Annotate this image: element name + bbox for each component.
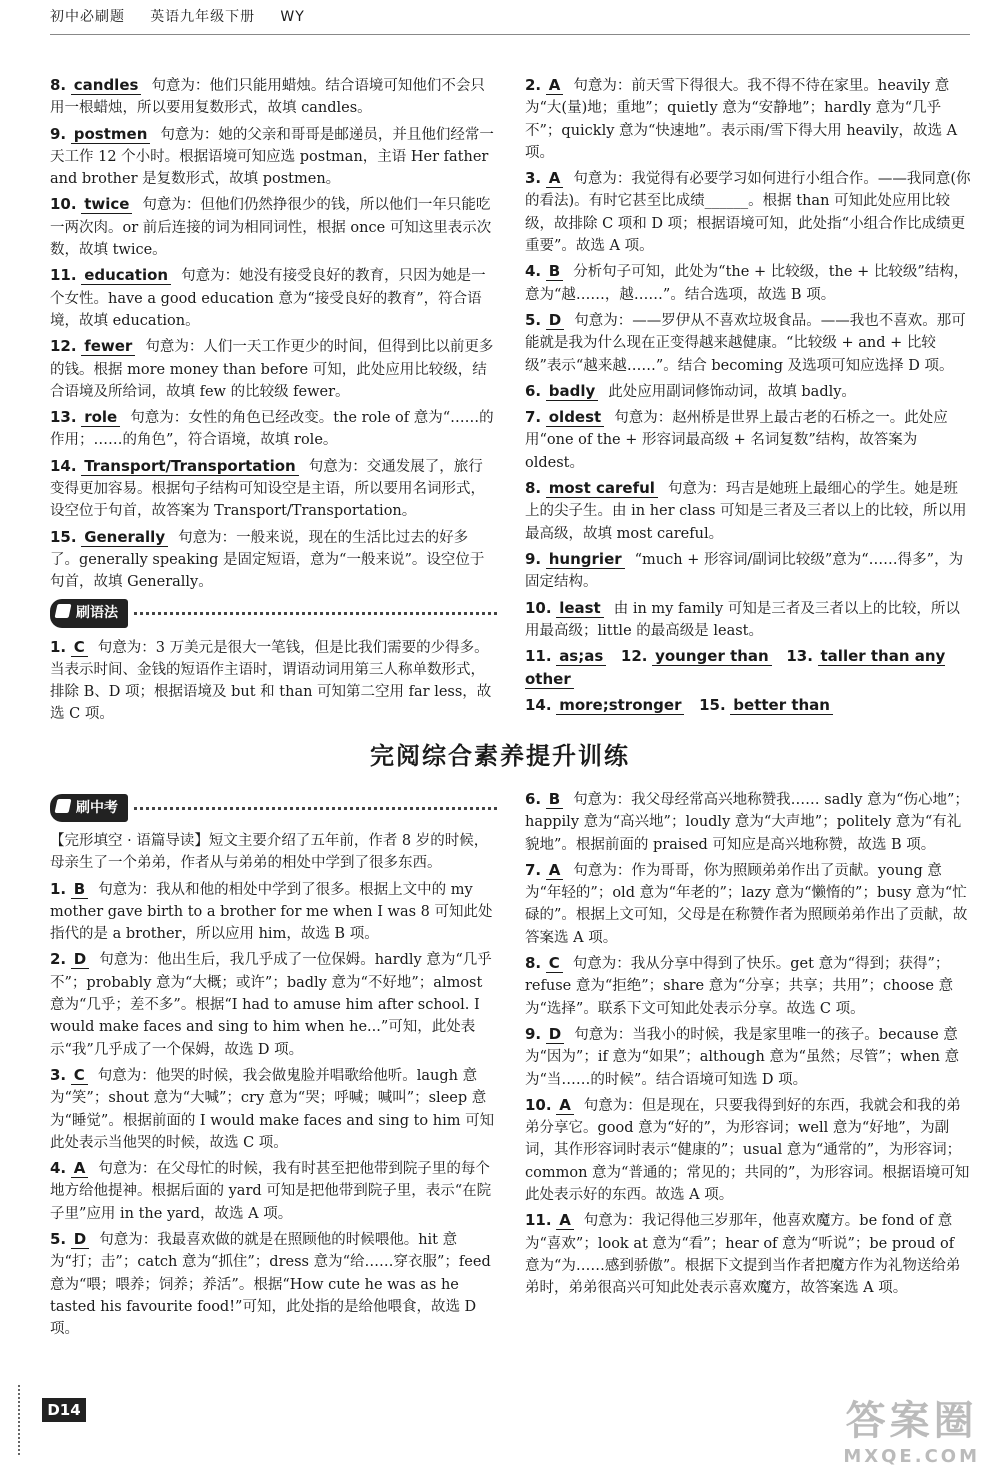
passage-intro: 【完形填空 · 语篇导读】短文主要介绍了五年前，作者 8 岁的时候，母亲生了一个弟弟，作者从与弟弟的相处中学到了很多东西。 xyxy=(50,833,489,872)
header-separator xyxy=(130,9,145,25)
answer-item xyxy=(50,335,497,403)
answer: B xyxy=(71,880,88,899)
item-number: 13. xyxy=(786,647,813,666)
answer: D xyxy=(546,1025,564,1044)
answer-item xyxy=(525,1023,972,1091)
answer-item xyxy=(50,193,497,261)
answer: A xyxy=(556,1096,574,1115)
explanation: 句意为：玛吉是她班上最细心的学生。她是班上的尖子生。由 in her class 可知是三者及三者以上的比较，所以用最高级，故填 most careful。 xyxy=(525,481,967,542)
item-number: 9. xyxy=(525,549,542,568)
item-number: 11. xyxy=(525,647,552,666)
answer-item xyxy=(525,1209,972,1299)
dotted-divider xyxy=(134,807,497,810)
explanation: 句意为：女性的角色已经改变。the role of 意为“……的作用；……的角色”，符合语境，故填 role。 xyxy=(50,410,494,449)
left-column-bottom xyxy=(50,788,497,1344)
section-header-exam xyxy=(50,794,497,822)
explanation: 句意为：但是现在，只要我得到好的东西，我就会和我的弟弟分享它。good 意为“好的”，为形容词；well 意为“好地”，为副词，其作形容词时表示“健康的”；usual 意为“通常的”，为形容词；common 意为“普通的；常见的；共同的”，为形容词。根据语境可知此处表示好的东西。故选 A 项。 xyxy=(525,1097,970,1204)
explanation: 句意为：他出生后，我几乎成了一位保姆。hardly 意为“几乎不”；probably 意为“大概；或许”；badly 意为“不好地”；almost 意为“几乎；差不多”。根据“I had to amuse him after school. I would make faces and sing to him when he...”可知，此处表示“我”几乎成了一个保姆，故选 D 项。 xyxy=(50,952,492,1058)
answer: B xyxy=(546,262,563,281)
answer: A xyxy=(546,169,564,188)
item-number: 14. xyxy=(525,695,552,714)
header-separator xyxy=(260,9,275,25)
answer-item xyxy=(525,260,972,306)
watermark-line-1: 答案圈 xyxy=(845,1398,978,1444)
item-number: 9. xyxy=(50,124,67,143)
explanation: 句意为：一般来说，现在的生活比过去的好多了。generally speaking 是固定短语，意为“一般来说”。设空位于句首，故填 Generally。 xyxy=(50,529,485,591)
explanation: 句意为：3 万美元是很大一笔钱，但是比我们需要的少得多。当表示时间、金钱的短语作主语时，谓语动词用第三人称单数形式，排除 B、D 项；根据语境及 but 和 than 可知第二空用 far less，故选 C 项。 xyxy=(50,639,492,723)
answer-item xyxy=(525,597,972,643)
short-answers xyxy=(525,645,972,717)
answer-item xyxy=(525,74,972,164)
answer-item xyxy=(50,123,497,191)
explanation: 句意为：当我小的时候，我是家里唯一的孩子。because 意为“因为”；if 意为“如果”；although 意为“虽然；尽管”；when 意为“当……的时候”。结合语境可知选 D 项。 xyxy=(525,1026,960,1088)
answer: C xyxy=(546,954,563,973)
item-number: 2. xyxy=(50,950,67,969)
book-title: 初中必刷题 xyxy=(50,9,125,25)
answer-list xyxy=(525,788,972,1300)
answer: A xyxy=(556,1211,574,1230)
answer: as;as xyxy=(556,647,606,666)
explanation: 句意为：我觉得有必要学习如何进行小组合作。——我同意(你的看法)。有时它甚至比成绩______。根据 than 可知此处应用比较级，故排除 C 项和 D 项；根据语境可知，此处指“小组合作比成绩更重要”。故选 A 项。 xyxy=(525,171,971,255)
short-answer-row xyxy=(525,694,972,717)
item-number: 15. xyxy=(699,695,726,714)
explanation: 句意为：但他们仍然挣很少的钱，所以他们一年只能吃一两次肉。or 前后连接的词为相同词性，根据 once 可知这里表示次数，故填 twice。 xyxy=(50,197,492,259)
exam-badge xyxy=(50,794,128,822)
answer: younger than xyxy=(652,647,772,666)
answer-item xyxy=(50,1157,497,1225)
item-number: 11. xyxy=(50,266,77,285)
book-icon xyxy=(55,604,72,618)
explanation: 句意为：她的父亲和哥哥是邮递员，并且他们经常一天工作 12 个小时。根据语境可知应选 postman，主语 Her father and brother 是复数形式，故填 postmen。 xyxy=(50,126,494,188)
section-title: 完阅综合素养提升训练 xyxy=(370,742,630,770)
answer-item xyxy=(50,636,497,726)
answer: education xyxy=(81,266,171,285)
watermark xyxy=(843,1389,980,1467)
item-number: 14. xyxy=(50,456,77,475)
answer: candles xyxy=(71,76,142,95)
item-number: 5. xyxy=(525,310,542,329)
item-number: 10. xyxy=(525,598,552,617)
explanation: 分析句子可知，此处为“the + 比较级，the + 比较级”结构，意为“越……，越……”。结合选项，故选 B 项。 xyxy=(525,264,969,303)
answer-list xyxy=(50,878,497,1341)
explanation: 句意为：我记得他三岁那年，他喜欢魔方。be fond of 意为“喜欢”；look at 意为“看”；hear of 意为“听说”；be proud of 意为“为……感到骄傲”。根据下文提到当作者把魔方作为礼物送给弟弟时，弟弟很高兴可知此处表示喜欢魔方，故答案选 A 项。 xyxy=(525,1213,961,1297)
item-number: 4. xyxy=(50,1159,67,1178)
item-number: 10. xyxy=(50,195,77,214)
item-number: 15. xyxy=(50,527,77,546)
explanation: 句意为：交通发展了，旅行变得更加容易。根据句子结构可知设空是主语，所以要用名词形式，设空位于句首，故答案为 Transport/Transportation。 xyxy=(50,458,485,520)
answer: least xyxy=(556,599,604,618)
explanation: 句意为：我从和他的相处中学到了很多。根据上文中的 my mother gave birth to a brother for me when I was 8 可知此处指代的是 a brother，所以应用 him，故选 B 项。 xyxy=(50,881,493,943)
answer: Transport/Transportation xyxy=(81,457,299,476)
answer-item xyxy=(525,788,972,856)
answer-item xyxy=(525,1094,972,1206)
item-number: 5. xyxy=(50,1230,67,1249)
item-number: 7. xyxy=(525,408,542,427)
answer: C xyxy=(71,1066,88,1085)
answer-item xyxy=(50,878,497,946)
explanation: 句意为：我最喜欢做的就是在照顾他的时候喂他。hit 意为“打；击”；catch 意为“抓住”；dress 意为“给……穿衣服”；feed 意为“喂；喂养；饲养；养活”。根据“How cute he was as he tasted his favourite food!”可知，此处指的是给他喂食，故选 D 项。 xyxy=(50,1232,491,1338)
margin-dots xyxy=(18,1385,38,1455)
grammar-badge xyxy=(50,599,128,627)
answer-item xyxy=(525,380,972,403)
right-column-bottom xyxy=(525,788,972,1303)
answer-item xyxy=(50,455,497,523)
answer-item xyxy=(525,167,972,257)
answer: role xyxy=(81,408,120,427)
dotted-divider xyxy=(134,612,497,615)
answer-list xyxy=(50,636,497,726)
short-answer-row xyxy=(525,645,972,692)
answer: B xyxy=(546,790,563,809)
section-header-grammar xyxy=(50,600,497,628)
exam-label: 刷中考 xyxy=(76,799,118,816)
item-number: 2. xyxy=(525,76,542,94)
answer: A xyxy=(546,861,564,880)
watermark-line-2: MXQE.COM xyxy=(843,1446,980,1467)
item-number: 9. xyxy=(525,1024,542,1043)
item-number: 4. xyxy=(525,262,542,281)
item-number: 10. xyxy=(525,1095,552,1114)
book-subject: 英语九年级下册 xyxy=(150,9,256,25)
item-number: 11. xyxy=(525,1211,552,1230)
answer: postmen xyxy=(71,125,151,144)
book-edition: WY xyxy=(280,9,305,25)
explanation: 句意为：在父母忙的时候，我有时甚至把他带到院子里的每个地方给他提神。根据后面的 yard 可知是把他带到院子里，表示“在院子里”应用 in the yard，故选 A 项。 xyxy=(50,1161,492,1222)
answer: fewer xyxy=(81,337,135,356)
answer: most careful xyxy=(546,479,658,498)
item-number: 1. xyxy=(50,637,67,656)
answer-item xyxy=(525,548,972,594)
answer: Generally xyxy=(81,528,168,547)
grammar-label: 刷语法 xyxy=(76,605,118,622)
item-number: 6. xyxy=(525,790,542,808)
item-number: 8. xyxy=(525,954,542,973)
answer: twice xyxy=(81,195,132,214)
answer-item xyxy=(525,406,972,474)
answer: D xyxy=(71,1230,89,1249)
explanation: 句意为：赵州桥是世界上最古老的石桥之一。此处应用“one of the + 形容词最高级 + 名词复数”结构，故答案为 oldest。 xyxy=(525,410,948,471)
answer: better than xyxy=(730,696,833,715)
page-number: D14 xyxy=(42,1398,86,1422)
answer: A xyxy=(546,76,564,95)
answer: D xyxy=(546,311,564,330)
explanation: 句意为：我父母经常高兴地称赞我…… sadly 意为“伤心地”；happily 意为“高兴地”；loudly 意为“大声地”；politely 意为“有礼貌地”。根据前面的 praised 可知应是高兴地称赞，故选 B 项。 xyxy=(525,792,969,853)
item-number: 13. xyxy=(50,408,77,427)
answer-list xyxy=(525,74,972,642)
answer: hungrier xyxy=(546,550,625,569)
item-number: 8. xyxy=(525,479,542,498)
page-header xyxy=(50,0,970,35)
left-column-top xyxy=(50,74,497,729)
answer-item xyxy=(50,74,497,120)
answer: more;stronger xyxy=(556,696,684,715)
explanation: 句意为：人们一天工作更少的时间，但得到比以前更多的钱。根据 more money than before 可知，此处应用比较级，结合语境及所给词，故填 few 的比较级 fewer。 xyxy=(50,339,494,400)
answer: taller than any other xyxy=(525,647,946,689)
answer-item xyxy=(50,948,497,1060)
explanation: 句意为：我从分享中得到了快乐。get 意为“得到；获得”；refuse 意为“拒绝”；share 意为“分享；共享；共用”；choose 意为“选择”。联系下文可知此处表示分享。故选 C 项。 xyxy=(525,956,954,1017)
explanation: 句意为：作为哥哥，你为照顾弟弟作出了贡献。young 意为“年轻的”；old 意为“年老的”；lazy 意为“懒惰的”；busy 意为“忙碌的”。根据上文可知，父母是在称赞作者为照顾弟弟作出了贡献，故答案选 A 项。 xyxy=(525,862,968,946)
answer-item xyxy=(525,477,972,545)
item-number: 8. xyxy=(50,76,67,94)
explanation: “much + 形容词/副词比较级”意为“……得多”，为固定结构。 xyxy=(525,551,964,591)
answer-item xyxy=(50,264,497,332)
answer-item xyxy=(50,406,497,452)
item-number: 3. xyxy=(50,1065,67,1084)
answer: badly xyxy=(546,382,599,401)
answer: D xyxy=(71,950,89,969)
explanation: 句意为：前天雪下得很大。我不得不待在家里。heavily 意为“大(量)地；重地”；quietly 意为“安静地”；hardly 意为“几乎不”；quickly 意为“快速地”。表示雨/雪下得大用 heavily，故选 A 项。 xyxy=(525,78,958,161)
answer-item xyxy=(50,526,497,594)
answer: oldest xyxy=(546,408,604,427)
answer-list xyxy=(50,74,497,594)
explanation: 句意为：她没有接受良好的教育，只因为她是一个女性。have a good education 意为“接受良好的教育”，符合语境，故填 education。 xyxy=(50,268,486,329)
item-number: 12. xyxy=(620,647,648,666)
answer: C xyxy=(71,638,88,657)
item-number: 12. xyxy=(50,337,77,356)
explanation: 句意为：他哭的时候，我会做鬼脸并唱歌给他听。laugh 意为“笑”；shout 意为“大喊”；cry 意为“哭；呼喊；喊叫”；sleep 意为“睡觉”。根据前面的 I would make faces and sing to him 可知此处表示当他哭的时候，故选 C 项。 xyxy=(50,1067,495,1151)
answer: A xyxy=(71,1159,89,1178)
book-icon xyxy=(55,799,72,813)
answer-item xyxy=(525,859,972,949)
explanation: 句意为：——罗伊从不喜欢垃圾食品。——我也不喜欢。那可能就是我为什么现在正变得越来越健康。“比较级 + and + 比较级”表示“越来越……”。结合 becoming 及选项可知应选择 D 项。 xyxy=(525,312,966,374)
right-column-top xyxy=(525,74,972,719)
explanation: 由 in my family 可知是三者及三者以上的比较，所以用最高级；little 的最高级是 least。 xyxy=(525,600,960,639)
item-number: 1. xyxy=(50,879,67,898)
explanation: 此处应用副词修饰动词，故填 badly。 xyxy=(608,383,856,400)
item-number: 6. xyxy=(525,381,542,400)
answer-item xyxy=(50,1064,497,1154)
item-number: 3. xyxy=(525,169,542,188)
answer-item xyxy=(525,952,972,1020)
item-number: 7. xyxy=(525,860,542,879)
explanation: 句意为：他们只能用蜡烛。结合语境可知他们不会只用一根蜡烛，所以要用复数形式，故填 candles。 xyxy=(50,78,485,117)
answer-item xyxy=(525,309,972,377)
answer-item xyxy=(50,1228,497,1340)
